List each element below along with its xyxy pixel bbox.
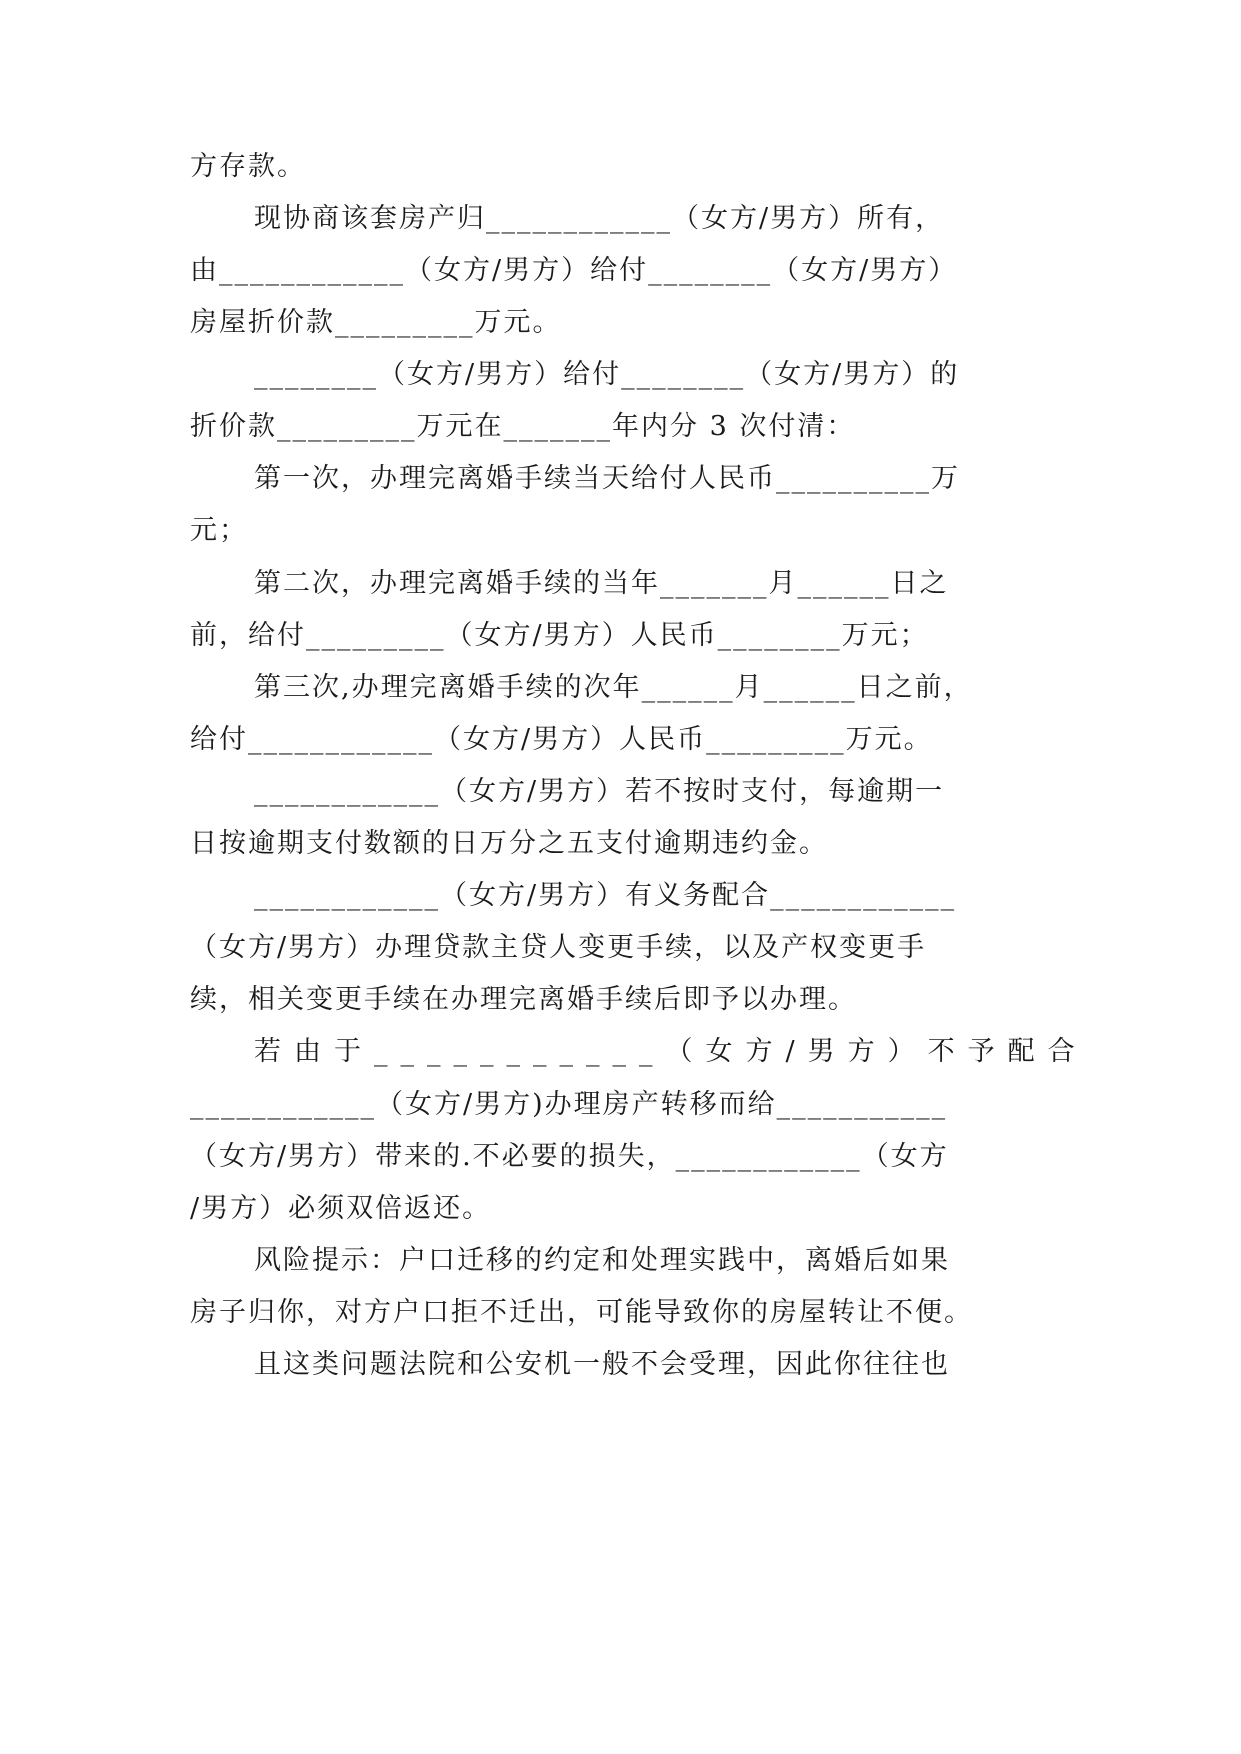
text-line: 元； bbox=[190, 515, 248, 546]
text-line: ____________（女方/男方)办理房产转移而给___________ bbox=[190, 1089, 948, 1120]
text-line: 第二次，办理完离婚手续的当年_______月______日之 bbox=[254, 568, 949, 599]
text-line: 折价款_________万元在_______年内分 3 次付清： bbox=[190, 411, 856, 442]
text-line: （女方/男方）带来的.不必要的损失，____________（女方 bbox=[190, 1141, 949, 1172]
text-line: （女方/男方）办理贷款主贷人变更手续，以及产权变更手 bbox=[190, 932, 927, 963]
text-line: 风险提示：户口迁移的约定和处理实践中，离婚后如果 bbox=[254, 1245, 950, 1276]
text-line: /男方）必须双倍返还。 bbox=[190, 1193, 492, 1224]
text-line: 现协商该套房产归____________（女方/男方）所有， bbox=[254, 203, 945, 234]
text-line: 给付____________（女方/男方）人民币_________万元。 bbox=[190, 724, 933, 755]
text-line: 续，相关变更手续在办理完离婚手续后即予以办理。 bbox=[190, 984, 857, 1015]
text-line: 前，给付_________（女方/男方）人民币________万元； bbox=[190, 620, 929, 651]
text-line: ____________（女方/男方）若不按时支付，每逾期一 bbox=[254, 776, 945, 807]
text-line: 若由于___________（女方/男方）不予配合 bbox=[254, 1036, 1088, 1067]
text-line: 第三次,办理完离婚手续的次年______月______日之前， bbox=[254, 672, 973, 703]
text-line: 第一次，办理完离婚手续当天给付人民币__________万 bbox=[254, 463, 960, 494]
text-line: 房子归你，对方户口拒不迁出，可能导致你的房屋转让不便。 bbox=[190, 1297, 973, 1328]
text-line: ________（女方/男方）给付________（女方/男方）的 bbox=[254, 359, 960, 390]
text-line: 日按逾期支付数额的日万分之五支付逾期违约金。 bbox=[190, 828, 828, 859]
text-line: 且这类问题法院和公安机一般不会受理，因此你往往也 bbox=[254, 1349, 950, 1380]
text-line: ____________（女方/男方）有义务配合____________ bbox=[254, 880, 957, 911]
text-line: 方存款。 bbox=[190, 151, 306, 182]
text-line: 由____________（女方/男方）给付________（女方/男方） bbox=[190, 255, 958, 286]
text-line: 房屋折价款_________万元。 bbox=[190, 307, 562, 338]
